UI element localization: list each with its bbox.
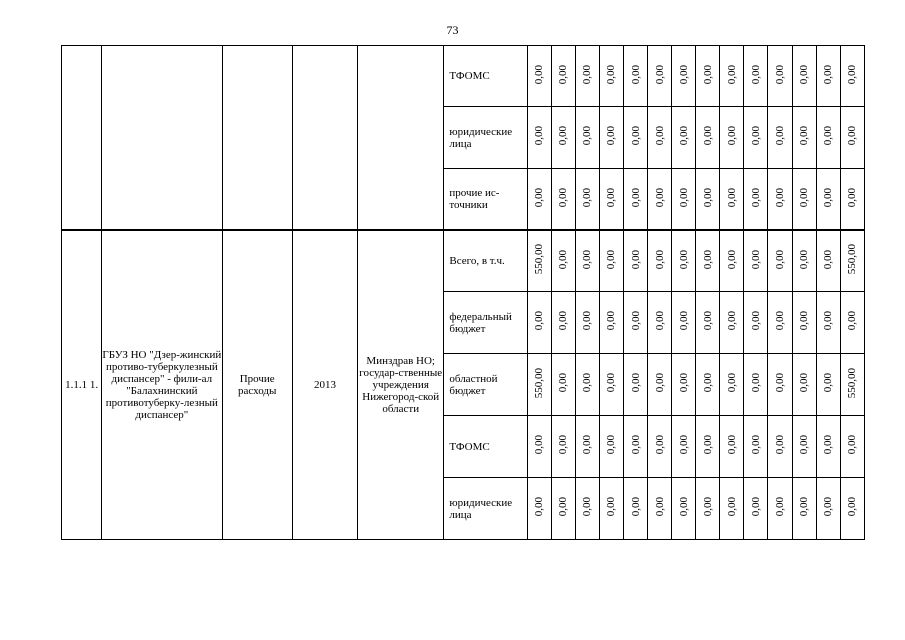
value-cell <box>744 169 768 230</box>
value-cell <box>623 230 647 292</box>
value-text: 0,00 <box>677 64 690 85</box>
value-text: 0,00 <box>773 187 786 207</box>
value-text: 0,00 <box>846 126 859 146</box>
value-cell <box>599 354 623 416</box>
value-text: 0,00 <box>773 64 786 85</box>
value-cell <box>744 230 768 292</box>
value-cell <box>623 354 647 416</box>
value-cell <box>648 292 672 354</box>
value-text: 0,00 <box>701 187 714 207</box>
value-cell <box>599 230 623 292</box>
value-cell <box>768 46 792 107</box>
value-text: 0,00 <box>605 126 618 146</box>
value-cell <box>527 416 551 478</box>
value-cell <box>792 478 816 540</box>
value-text: 0,00 <box>605 435 618 455</box>
value-cell <box>599 169 623 230</box>
value-text: 0,00 <box>533 435 546 455</box>
value-text: 0,00 <box>557 126 570 146</box>
value-cell <box>696 292 720 354</box>
value-text: 0,00 <box>798 64 811 85</box>
value-text: 0,00 <box>749 249 762 269</box>
value-text: 0,00 <box>749 435 762 455</box>
value-text: 0,00 <box>605 249 618 269</box>
page-number: 73 <box>446 23 459 37</box>
value-cell <box>623 169 647 230</box>
value-text: 0,00 <box>557 373 570 393</box>
value-text: 0,00 <box>798 126 811 146</box>
funding-source: юридические лица <box>444 107 527 169</box>
value-cell <box>768 354 792 416</box>
value-text: 0,00 <box>557 249 570 269</box>
value-text: 0,00 <box>749 373 762 393</box>
value-text: 0,00 <box>533 311 546 331</box>
value-cell <box>720 107 744 169</box>
value-cell <box>720 416 744 478</box>
value-text: 0,00 <box>798 373 811 393</box>
value-cell <box>792 354 816 416</box>
value-cell <box>551 478 575 540</box>
value-cell <box>527 354 551 416</box>
value-cell <box>672 107 696 169</box>
value-text: 0,00 <box>581 435 594 455</box>
value-text: 0,00 <box>557 497 570 517</box>
value-text: 0,00 <box>629 497 642 517</box>
value-cell <box>840 169 864 230</box>
value-cell <box>672 230 696 292</box>
value-text: 0,00 <box>749 497 762 517</box>
value-text: 0,00 <box>557 435 570 455</box>
value-cell <box>672 478 696 540</box>
value-cell <box>768 230 792 292</box>
value-cell <box>792 292 816 354</box>
value-cell <box>672 354 696 416</box>
value-text: 0,00 <box>822 64 835 85</box>
table-row <box>62 230 865 292</box>
value-cell <box>672 416 696 478</box>
value-cell <box>744 416 768 478</box>
value-cell <box>840 107 864 169</box>
value-text: 0,00 <box>798 187 811 207</box>
value-cell <box>623 478 647 540</box>
funding-source: федеральный бюджет <box>444 292 527 354</box>
value-text: 0,00 <box>557 187 570 207</box>
value-text: 0,00 <box>629 187 642 207</box>
value-text: 550,00 <box>846 367 859 399</box>
value-cell <box>816 46 840 107</box>
value-text: 0,00 <box>749 126 762 146</box>
value-cell <box>744 478 768 540</box>
value-text: 0,00 <box>677 126 690 146</box>
value-text: 0,00 <box>533 126 546 146</box>
funding-source: ТФОМС <box>444 46 527 107</box>
value-text: 0,00 <box>677 311 690 331</box>
value-text: 0,00 <box>557 311 570 331</box>
executor: Минздрав НО; государ-ственные учреждения Нижегород-ской области <box>358 230 444 540</box>
value-cell <box>720 354 744 416</box>
value-cell <box>672 169 696 230</box>
value-text: 0,00 <box>677 497 690 517</box>
value-text: 0,00 <box>725 373 738 393</box>
value-cell <box>768 478 792 540</box>
value-text: 0,00 <box>773 435 786 455</box>
value-text: 0,00 <box>822 311 835 331</box>
value-cell <box>696 107 720 169</box>
value-cell <box>768 416 792 478</box>
value-text: 0,00 <box>653 497 666 517</box>
value-text: 0,00 <box>677 187 690 207</box>
value-cell <box>816 354 840 416</box>
value-text: 0,00 <box>605 373 618 393</box>
value-text: 0,00 <box>629 311 642 331</box>
value-text: 0,00 <box>605 497 618 517</box>
value-cell <box>744 46 768 107</box>
value-text: 0,00 <box>581 311 594 331</box>
value-text: 0,00 <box>725 187 738 207</box>
value-text: 0,00 <box>846 187 859 207</box>
value-cell <box>792 169 816 230</box>
funding-source: Всего, в т.ч. <box>444 230 527 292</box>
value-cell <box>527 107 551 169</box>
expense-type-cell <box>222 46 292 230</box>
value-cell <box>623 46 647 107</box>
value-cell <box>696 169 720 230</box>
value-cell <box>840 292 864 354</box>
value-cell <box>744 292 768 354</box>
value-text: 0,00 <box>533 497 546 517</box>
value-text: 0,00 <box>605 311 618 331</box>
value-cell <box>816 230 840 292</box>
value-text: 0,00 <box>822 435 835 455</box>
value-cell <box>840 46 864 107</box>
value-cell <box>816 416 840 478</box>
value-text: 0,00 <box>822 126 835 146</box>
value-cell <box>720 478 744 540</box>
value-text: 0,00 <box>773 497 786 517</box>
value-cell <box>792 46 816 107</box>
value-text: 0,00 <box>701 373 714 393</box>
executor-cell <box>358 46 444 230</box>
value-cell <box>551 169 575 230</box>
value-text: 0,00 <box>846 497 859 517</box>
funding-source: прочие ис-точники <box>444 169 527 230</box>
value-text: 0,00 <box>749 187 762 207</box>
value-text: 0,00 <box>701 311 714 331</box>
value-cell <box>575 169 599 230</box>
budget-table <box>61 45 865 540</box>
value-cell <box>648 354 672 416</box>
funding-source: юридические лица <box>444 478 527 540</box>
value-text: 0,00 <box>677 435 690 455</box>
value-cell <box>792 107 816 169</box>
value-text: 0,00 <box>701 249 714 269</box>
value-cell <box>527 292 551 354</box>
value-cell <box>672 46 696 107</box>
value-text: 0,00 <box>653 187 666 207</box>
value-cell <box>648 169 672 230</box>
value-text: 0,00 <box>581 126 594 146</box>
value-cell <box>648 46 672 107</box>
value-cell <box>527 46 551 107</box>
value-cell <box>696 478 720 540</box>
value-cell <box>599 292 623 354</box>
expense-type: Прочие расходы <box>222 230 292 540</box>
value-cell <box>840 478 864 540</box>
value-text: 0,00 <box>629 126 642 146</box>
value-cell <box>696 354 720 416</box>
name-cell <box>102 46 222 230</box>
value-text: 0,00 <box>677 373 690 393</box>
value-text: 0,00 <box>846 311 859 331</box>
value-text: 0,00 <box>798 311 811 331</box>
value-text: 550,00 <box>846 244 859 275</box>
value-cell <box>816 292 840 354</box>
value-text: 0,00 <box>653 126 666 146</box>
value-cell <box>648 107 672 169</box>
value-cell <box>599 416 623 478</box>
value-cell <box>648 416 672 478</box>
value-text: 0,00 <box>725 497 738 517</box>
value-text: 0,00 <box>629 64 642 85</box>
value-cell <box>527 230 551 292</box>
value-text: 0,00 <box>773 311 786 331</box>
value-text: 0,00 <box>629 373 642 393</box>
value-text: 0,00 <box>749 311 762 331</box>
value-cell <box>840 354 864 416</box>
value-text: 0,00 <box>822 187 835 207</box>
funding-source: областной бюджет <box>444 354 527 416</box>
item-name: ГБУЗ НО "Дзер-жинский противо-туберкулезный диспансер" - фили-ал "Балахнинский противотуберку-лезный диспансер" <box>102 230 222 540</box>
value-text: 0,00 <box>822 373 835 393</box>
value-cell <box>696 230 720 292</box>
value-cell <box>792 416 816 478</box>
value-text: 0,00 <box>605 64 618 85</box>
value-text: 0,00 <box>773 126 786 146</box>
value-cell <box>599 46 623 107</box>
value-text: 0,00 <box>822 497 835 517</box>
value-cell <box>623 292 647 354</box>
value-text: 0,00 <box>653 311 666 331</box>
value-cell <box>575 46 599 107</box>
value-cell <box>623 107 647 169</box>
value-cell <box>744 354 768 416</box>
value-cell <box>599 478 623 540</box>
value-text: 0,00 <box>557 64 570 85</box>
value-cell <box>551 107 575 169</box>
value-cell <box>575 107 599 169</box>
value-text: 0,00 <box>653 435 666 455</box>
value-text: 0,00 <box>533 64 546 85</box>
value-cell <box>768 292 792 354</box>
value-text: 0,00 <box>725 249 738 269</box>
value-cell <box>648 478 672 540</box>
value-cell <box>575 230 599 292</box>
value-text: 0,00 <box>749 64 762 85</box>
number-cell <box>62 46 102 230</box>
table-row <box>62 46 865 107</box>
value-cell <box>599 107 623 169</box>
value-text: 0,00 <box>653 64 666 85</box>
value-text: 0,00 <box>773 373 786 393</box>
value-cell <box>744 107 768 169</box>
value-text: 0,00 <box>773 249 786 269</box>
value-text: 0,00 <box>581 64 594 85</box>
value-text: 0,00 <box>725 435 738 455</box>
year: 2013 <box>292 230 357 540</box>
value-cell <box>720 169 744 230</box>
value-cell <box>840 416 864 478</box>
value-text: 0,00 <box>701 64 714 85</box>
value-cell <box>792 230 816 292</box>
funding-source: ТФОМС <box>444 416 527 478</box>
item-number: 1.1.1 1. <box>62 230 102 540</box>
value-cell <box>696 46 720 107</box>
value-text: 0,00 <box>629 249 642 269</box>
value-cell <box>648 230 672 292</box>
value-cell <box>816 107 840 169</box>
value-text: 0,00 <box>725 126 738 146</box>
value-cell <box>527 169 551 230</box>
value-cell <box>551 416 575 478</box>
value-text: 0,00 <box>653 373 666 393</box>
value-text: 0,00 <box>629 435 642 455</box>
value-text: 0,00 <box>846 64 859 85</box>
value-cell <box>551 230 575 292</box>
value-text: 0,00 <box>605 187 618 207</box>
value-text: 0,00 <box>581 497 594 517</box>
value-cell <box>527 478 551 540</box>
value-cell <box>720 292 744 354</box>
value-cell <box>696 416 720 478</box>
value-text: 0,00 <box>701 497 714 517</box>
value-text: 0,00 <box>581 373 594 393</box>
value-text: 0,00 <box>725 311 738 331</box>
value-cell <box>575 354 599 416</box>
value-cell <box>720 46 744 107</box>
value-cell <box>672 292 696 354</box>
value-text: 0,00 <box>533 187 546 207</box>
value-cell <box>816 478 840 540</box>
value-cell <box>623 416 647 478</box>
value-cell <box>768 107 792 169</box>
value-text: 550,00 <box>533 244 546 275</box>
value-cell <box>551 292 575 354</box>
value-text: 0,00 <box>581 249 594 269</box>
value-cell <box>575 416 599 478</box>
value-cell <box>575 478 599 540</box>
value-cell <box>816 169 840 230</box>
value-cell <box>720 230 744 292</box>
value-text: 0,00 <box>677 249 690 269</box>
year-cell <box>292 46 357 230</box>
value-text: 0,00 <box>581 187 594 207</box>
value-text: 0,00 <box>846 435 859 455</box>
value-text: 0,00 <box>701 435 714 455</box>
value-cell <box>551 46 575 107</box>
value-cell <box>575 292 599 354</box>
value-text: 0,00 <box>822 249 835 269</box>
value-text: 550,00 <box>533 367 546 399</box>
value-cell <box>840 230 864 292</box>
value-cell <box>551 354 575 416</box>
value-text: 0,00 <box>798 435 811 455</box>
value-text: 0,00 <box>798 497 811 517</box>
value-text: 0,00 <box>798 249 811 269</box>
value-text: 0,00 <box>701 126 714 146</box>
value-cell <box>768 169 792 230</box>
value-text: 0,00 <box>653 249 666 269</box>
value-text: 0,00 <box>725 64 738 85</box>
